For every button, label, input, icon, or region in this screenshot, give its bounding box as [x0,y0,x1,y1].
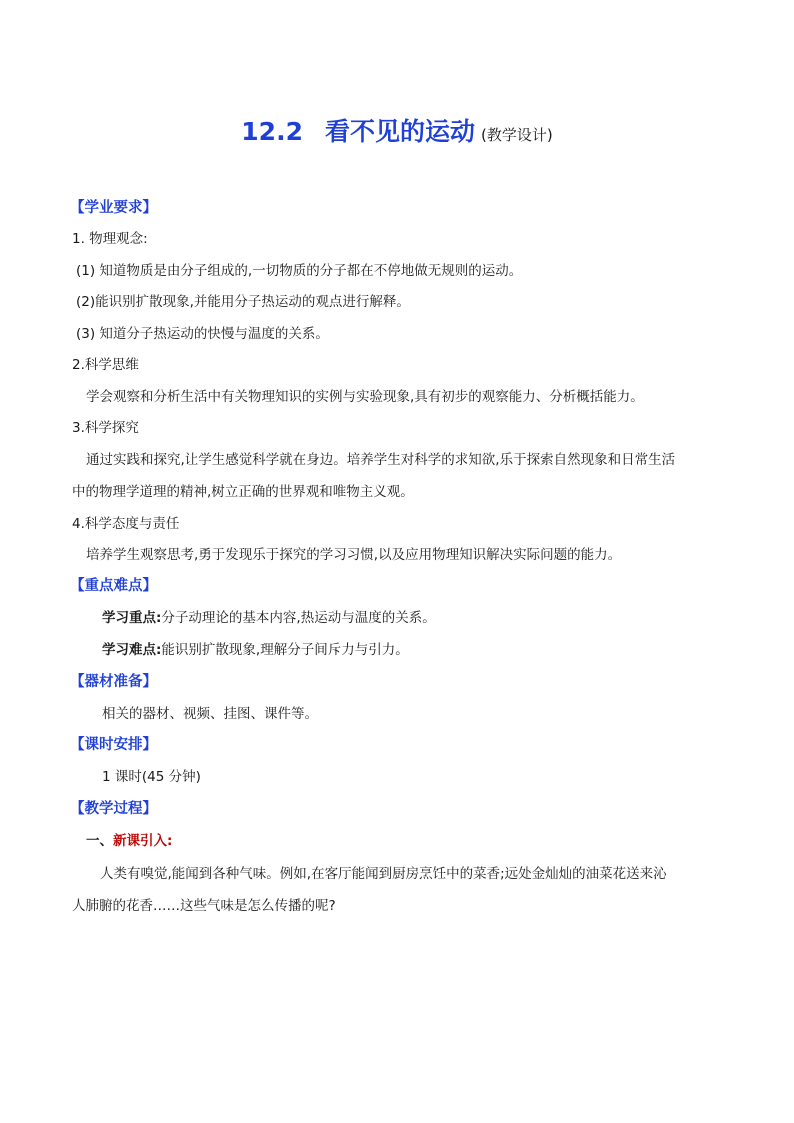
title-text: 看不见的运动 [324,117,475,146]
keypoint-focus [102,608,436,628]
section-heading-schedule: 【课时安排】 [70,737,157,753]
requirement-heading-2: 2.科学思维 [72,357,139,373]
process-paragraph-1b: 人肺腑的花香……这些气味是怎么传播的呢? [72,898,336,914]
requirement-heading-4: 4.科学态度与责任 [72,516,180,532]
section-heading-process: 【教学过程】 [70,801,157,817]
page-title [0,112,794,148]
process-paragraph-1a: 人类有嗅觉,能闻到各种气味。例如,在客厅能闻到厨房烹饪中的菜香;远处金灿灿的油菜花送来沁 [100,866,667,882]
requirement-paragraph-3b: 中的物理学道理的精神,树立正确的世界观和唯物主义观。 [72,484,414,500]
keypoint-focus-label: 学习重点: [102,610,162,626]
schedule-text: 1 课时(45 分钟) [102,769,201,785]
materials-text: 相关的器材、视频、挂图、课件等。 [102,706,318,722]
process-step-1-label: 新课引入: [113,833,173,849]
requirement-heading-1: 1. 物理观念: [72,231,148,247]
section-heading-keypoints: 【重点难点】 [70,578,157,594]
requirement-heading-3: 3.科学探究 [72,420,139,436]
process-step-1-prefix: 一、 [86,833,113,849]
keypoint-difficulty [102,640,409,660]
keypoint-difficulty-label: 学习难点: [102,642,162,658]
keypoint-focus-text: 分子动理论的基本内容,热运动与温度的关系。 [161,610,436,626]
keypoint-difficulty-text: 能识别扩散现象,理解分子间斥力与引力。 [161,642,409,658]
requirement-item-3: (3) 知道分子热运动的快慢与温度的关系。 [76,326,329,342]
requirement-item-1: (1) 知道物质是由分子组成的,一切物质的分子都在不停地做无规则的运动。 [76,263,523,279]
section-heading-requirements: 【学业要求】 [70,200,157,216]
title-suffix: (教学设计) [480,126,553,144]
section-heading-materials: 【器材准备】 [70,674,157,690]
requirement-paragraph-4: 培养学生观察思考,勇于发现乐于探究的学习习惯,以及应用物理知识解决实际问题的能力。 [86,547,622,563]
requirement-paragraph-3a: 通过实践和探究,让学生感觉科学就在身边。培养学生对科学的求知欲,乐于探索自然现象和日常生活 [86,452,676,468]
requirement-item-2: (2)能识别扩散现象,并能用分子热运动的观点进行解释。 [76,294,410,310]
process-step-1 [86,831,172,851]
title-number: 12.2 [241,117,303,146]
requirement-paragraph-2: 学会观察和分析生活中有关物理知识的实例与实验现象,具有初步的观察能力、分析概括能力。 [86,389,644,405]
